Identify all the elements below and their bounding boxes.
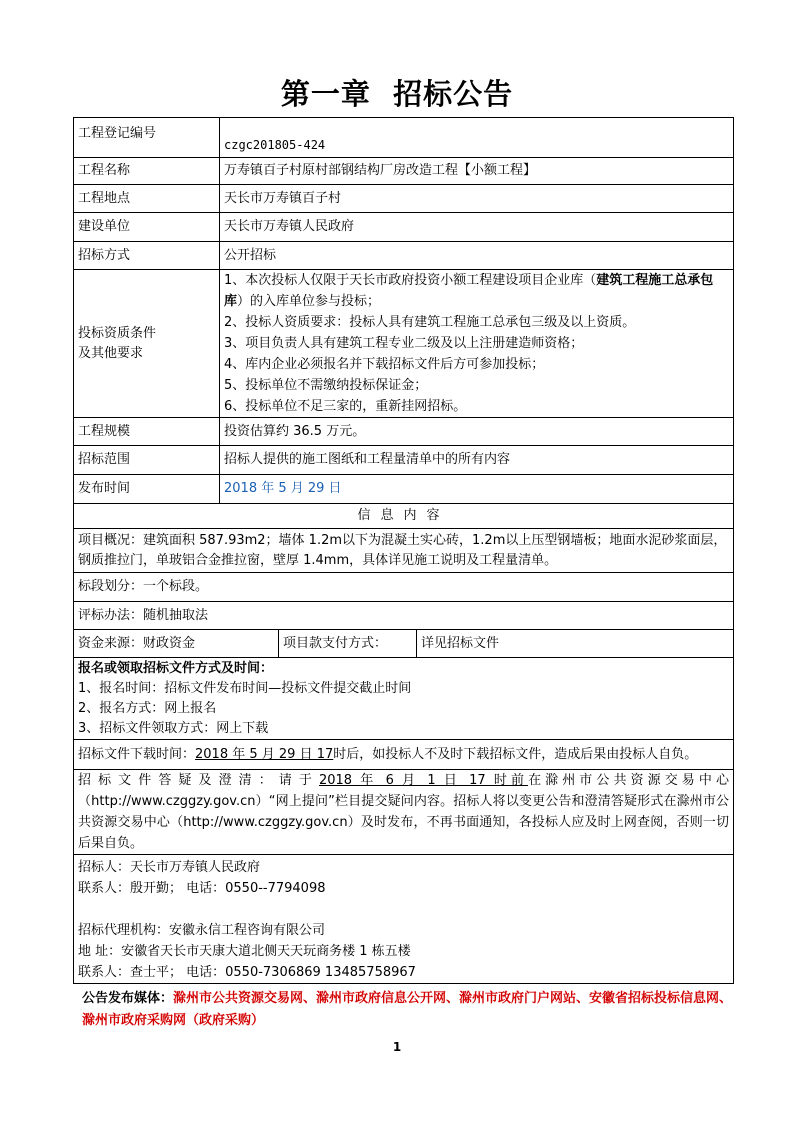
payment-label: 项目款支付方式： [279,630,417,658]
agency: 招标代理机构：安徽永信工程咨询有限公司 [78,923,326,938]
page-number: 1 [392,1040,402,1054]
evaluation: 评标办法：随机抽取法 [74,602,734,630]
registration-item1: 1、报名时间：招标文件发布时间—投标文件提交截止时间 [78,680,412,696]
publish-media-label: 公告发布媒体： [82,991,174,1006]
row-info-header [74,504,734,529]
name-label: 工程名称 [74,158,220,185]
qa-prefix: 招标文件答疑及澄清：请于 [78,773,319,788]
qa-deadline: 2018 年 6 月 1 日 17 时前 [318,773,529,788]
qual-item3: 3、项目负责人具有建筑工程专业二级及以上注册建造师资格； [224,336,584,351]
download-date: 2018 年 5 月 29 日 17 [195,746,334,762]
scale-label: 工程规模 [74,418,220,446]
row-registration [74,658,734,740]
registration-item2: 2、报名方式：网上报名 [78,700,217,716]
qualification-label-line2: 及其他要求 [78,345,144,361]
publish-media-list: 滁州市公共资源交易网、滁州市政府信息公开网、滁州市政府门户网站、安徽省招标投标信息网、滁州市政府采购网（政府采购） [82,991,733,1028]
section: 标段划分：一个标段。 [74,573,734,602]
publish-label: 发布时间 [74,475,220,504]
method-value: 公开招标 [220,242,734,270]
row-builder [74,213,734,242]
qualification-label [74,270,220,418]
row-download [74,740,734,770]
registration [74,658,734,740]
download-suffix: 时后，如投标人不及时下载招标文件，造成后果由投标人自负。 [333,746,698,762]
row-contacts [74,855,734,984]
qualification-label-line1: 投标资质条件 [78,325,157,341]
payment-value: 详见招标文件 [417,630,734,658]
qual-item1-bold: 建筑工程施工总承包库 [224,273,714,309]
qual-item1-b: ）的入库单位参与投标； [237,294,381,309]
scope-value: 招标人提供的施工图纸和工程量清单中的所有内容 [220,446,734,475]
page-title: 第一章 招标公告 [280,77,514,111]
tenderer: 招标人：天长市万寿镇人民政府 [78,860,261,875]
row-method [74,242,734,270]
announcement-table [73,117,734,984]
row-qa [74,770,734,855]
qual-item4: 4、库内企业必须报名并下载招标文件后方可参加投标； [224,357,545,372]
builder-label: 建设单位 [74,213,220,242]
row-funding [74,630,734,658]
download-prefix: 招标文件下载时间： [78,746,196,762]
row-scale [74,418,734,446]
reg-no-label: 工程登记编号 [74,118,220,158]
name-value: 万寿镇百子村原村部钢结构厂房改造工程【小额工程】 [220,158,734,185]
registration-heading: 报名或领取招标文件方式及时间： [78,660,274,676]
location-label: 工程地点 [74,185,220,213]
row-section [74,573,734,602]
contacts [74,855,734,984]
contacts-spacer [78,899,729,920]
method-label: 招标方式 [74,242,220,270]
row-overview [74,529,734,573]
agency-contact: 联系人：查士平； 电话：0550-7306869 13485758967 [78,965,416,980]
funding-source: 资金来源：财政资金 [74,630,279,658]
tenderer-contact: 联系人：殷开勤； 电话：0550--7794098 [78,881,326,896]
row-scope [74,446,734,475]
location-value: 天长市万寿镇百子村 [220,185,734,213]
qa-rest: 在滁州市公共资源交易中心（http://www.czggzy.gov.cn）“网上提问”栏目提交疑问内容。招标人将以变更公告和澄清答疑形式在滁州市公共资源交易中心（http://www.czggzy.gov.cn）及时发布，不再书面通知，各投标人应及时上网查阅，否则一切后果自负。 [78,773,729,851]
scope-label: 招标范围 [74,446,220,475]
download [74,740,734,770]
agency-address: 地 址：安徽省天长市天康大道北侧天天玩商务楼 1 栋五楼 [78,944,411,959]
row-evaluation [74,602,734,630]
reg-no-value: czgc201805-424 [220,118,734,158]
qual-item1-a: 1、本次投标人仅限于天长市政府投资小额工程建设项目企业库（ [224,273,597,288]
info-header: 信息内容 [74,504,734,529]
qualification-value [220,270,734,418]
registration-item3: 3、招标文件领取方式：网上下载 [78,720,269,736]
builder-value: 天长市万寿镇人民政府 [220,213,734,242]
row-qualification [74,270,734,418]
row-name [74,158,734,185]
scale-value: 投资估算约 36.5 万元。 [220,418,734,446]
qual-item5: 5、投标单位不需缴纳投标保证金； [224,378,428,393]
qual-item6: 6、投标单位不足三家的，重新挂网招标。 [224,399,467,414]
publish-media [82,988,742,1032]
row-reg-no [74,118,734,158]
qa [74,770,734,855]
publish-value: 2018 年 5 月 29 日 [220,475,734,504]
qual-item2: 2、投标人资质要求：投标人具有建筑工程施工总承包三级及以上资质。 [224,315,636,330]
row-location [74,185,734,213]
row-publish [74,475,734,504]
overview: 项目概况：建筑面积 587.93m2；墙体 1.2m以下为混凝土实心砖，1.2m以上压型钢墙板；地面水泥砂浆面层，钢质推拉门，单玻铝合金推拉窗，壁厚 1.4mm，具体详见施工说明及工程量清单。 [74,529,734,573]
